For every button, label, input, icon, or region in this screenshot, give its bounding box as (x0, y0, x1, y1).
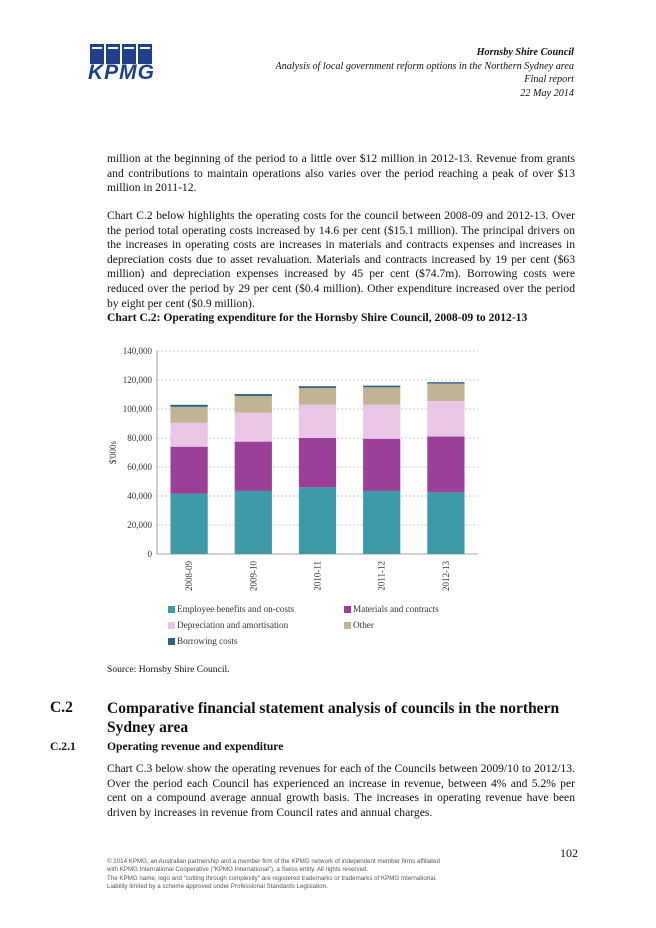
legend-swatch (344, 622, 351, 629)
legend-label: Depreciation and amortisation (177, 620, 289, 630)
legend-swatch (168, 638, 175, 645)
bar-segment (299, 405, 336, 438)
bar-segment (235, 413, 272, 442)
bar-segment (235, 396, 272, 413)
bar-segment (363, 439, 400, 491)
header-date: 22 May 2014 (520, 87, 574, 99)
chart-title: Chart C.2: Operating expenditure for the Hornsby Shire Council, 2008-09 to 2012-13 (107, 311, 528, 324)
bar-segment (170, 494, 207, 554)
footer-line: with KPMG International Cooperative ("KPMG International"), a Swiss entity. All rights reserved. (107, 866, 369, 874)
bar-segment (299, 438, 336, 487)
legend-label: Materials and contracts (353, 604, 439, 614)
legend-swatch (168, 622, 175, 629)
operating-expenditure-chart (100, 338, 500, 668)
x-tick-label: 2008-09 (184, 561, 195, 591)
legend-item-other (344, 620, 374, 630)
bar-segment (427, 401, 464, 437)
bar-segment (427, 382, 464, 383)
x-tick-label: 2011-12 (376, 561, 387, 591)
legend-label: Employee benefits and on-costs (177, 604, 295, 614)
y-tick-label: 140,000 (122, 346, 152, 356)
legend-swatch (168, 606, 175, 613)
bar-segment (170, 423, 207, 447)
legend-label: Borrowing costs (177, 636, 238, 646)
legend-item-materials-contracts (344, 604, 439, 614)
x-tick-label: 2009-10 (248, 561, 259, 591)
bar-segment (427, 492, 464, 554)
x-tick-label: 2010-11 (312, 561, 323, 591)
header-subtitle: Analysis of local government reform options in the Northern Sydney area (275, 60, 574, 72)
bar-segment (363, 491, 400, 554)
header-report: Final report (524, 74, 574, 85)
y-tick-label: 80,000 (127, 433, 152, 443)
page-footer (107, 858, 577, 892)
kpmg-logo (88, 44, 172, 84)
subsection-number: C.2.1 (50, 740, 76, 753)
bar-segment (427, 384, 464, 401)
y-tick-label: 40,000 (127, 491, 152, 501)
bar-segment (427, 437, 464, 493)
running-header (275, 46, 574, 100)
bar-segment (299, 487, 336, 554)
bar-segment (235, 491, 272, 554)
footer-line: Liability limited by a scheme approved under Professional Standards Legislation. (107, 883, 328, 891)
bar-segment (299, 388, 336, 405)
section-title: Comparative financial statement analysis of councils in the northern Sydney area (107, 700, 560, 736)
bar-segment (235, 394, 272, 396)
bar-segment (363, 386, 400, 388)
legend-label: Other (353, 620, 374, 630)
bar-segment (170, 407, 207, 423)
x-tick-label: 2012-13 (440, 561, 451, 591)
legend-swatch (344, 606, 351, 613)
legend-item-depreciation (168, 620, 288, 630)
bar-segment (299, 386, 336, 388)
y-tick-label: 20,000 (127, 520, 152, 530)
paragraph-operating-costs: Chart C.2 below highlights the operating costs for the council between 2008-09 and 2012-13. Over the period total operating costs increased by 14.6 per cent ($15.1 million). The principal drivers on the increases in operating costs are increases in materials and contracts expenses and increases in depreciation costs due to asset revaluation. Materials and contracts increased by 19 per cent ($63 million) and depreciation expenses increased by 45 per cent ($74.7m). Borrowing costs were reduced over the period by 29 per cent ($0.4 million). Other expenditure increased over the period by eight per cent ($0.9 million). (107, 209, 575, 310)
legend-item-borrowing-costs (168, 636, 237, 646)
kpmg-logo-text: KPMG (88, 61, 155, 84)
y-axis-label: $'000s (108, 440, 118, 465)
footer-line: © 2014 KPMG, an Australian partnership and a member firm of the KPMG network of independent member firms affiliated (107, 858, 440, 865)
bar-segment (170, 447, 207, 494)
bar-segment (363, 387, 400, 404)
y-tick-label: 60,000 (127, 462, 152, 472)
legend-item-employee-benefits (168, 604, 294, 614)
page-number: 102 (560, 846, 578, 860)
y-tick-label: 120,000 (122, 375, 152, 385)
header-org: Hornsby Shire Council (476, 47, 574, 58)
bar-segment (363, 405, 400, 439)
paragraph-operating-revenue: Chart C.3 below show the operating revenues for each of the Councils between 2009/10 to 2012/13. Over the period each Council has experienced an increase in revenue, between 4% and 5.2% per cent on a compound average annual growth basis. The increases in operating revenue have been driven by increases in revenue from Council rates and annual charges. (107, 762, 575, 819)
y-tick-label: 0 (147, 549, 152, 559)
section-number: C.2 (50, 699, 73, 716)
bar-segment (170, 405, 207, 407)
y-tick-label: 100,000 (122, 404, 152, 414)
subsection-title: Operating revenue and expenditure (107, 740, 284, 753)
paragraph-revenue-cont: million at the beginning of the period to a little over $12 million in 2012-13. Revenue from grants and contributions to maintain operations also varies over the period reaching a peak of over $13 million in 2011-12. (107, 152, 575, 195)
chart-source: Source: Hornsby Shire Council. (107, 664, 230, 675)
bar-segment (235, 442, 272, 491)
footer-line: The KPMG name, logo and "cutting through complexity" are registered trademarks or trademarks of KPMG International. (107, 874, 437, 882)
